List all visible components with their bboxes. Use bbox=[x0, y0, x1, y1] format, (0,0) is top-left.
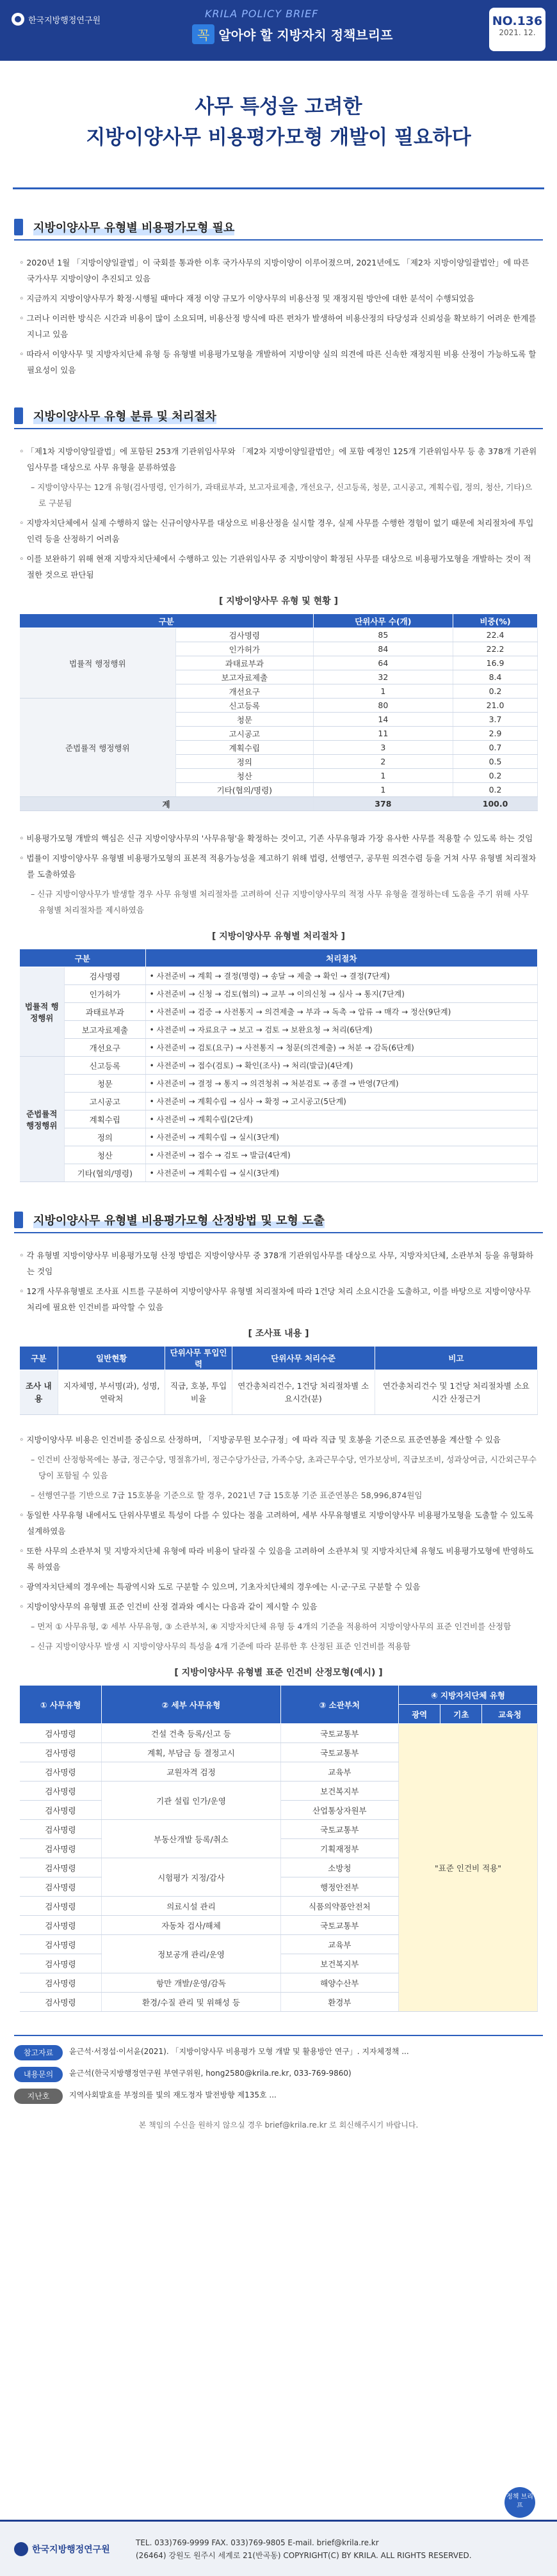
cell: 부동산개발 등록/취소 bbox=[102, 1820, 280, 1858]
cell: 보고자료제출 bbox=[176, 670, 314, 684]
cell: 기타(협의/명령) bbox=[176, 783, 314, 797]
cell: 정보공개 관리/운영 bbox=[102, 1935, 280, 1973]
cell: • 사전준비 → 결정 → 통지 → 의견청취 → 처분검토 → 종결 → 반영(7단계) bbox=[145, 1075, 537, 1093]
table-row bbox=[20, 1003, 538, 1021]
cell: 자동차 검사/해체 bbox=[102, 1916, 280, 1935]
sub-bullet: – 신규 지방이양사무 발생 시 지방이양사무의 특성을 4개 기준에 따라 분류한 후 산정된 표준 인건비를 적용함 bbox=[31, 1641, 411, 1651]
cell: 0.7 bbox=[453, 741, 538, 755]
cell: 보건복지부 bbox=[280, 1954, 398, 1973]
cell: • 사전준비 → 계획수립(2단계) bbox=[145, 1110, 537, 1128]
cell: 국토교통부 bbox=[280, 1916, 398, 1935]
bullet-text: 신규 지방이양사무 발생 시 지방이양사무의 특성을 4개 기준에 따라 분류한 후 산정된 표준 인건비를 적용함 bbox=[37, 1641, 411, 1651]
bullet: ◦ 지방이양사무 비용은 인건비를 중심으로 산정하며, 「지방공무원 보수규정」에 따라 직급 및 호봉을 기준으로 표준연봉을 계산할 수 있음 bbox=[19, 1435, 501, 1444]
cell: • 사전준비 → 계획수립 → 실시(3단계) bbox=[145, 1128, 537, 1146]
title-line-1: 사무 특성을 고려한 bbox=[195, 95, 362, 118]
cell: 환경/수질 관리 및 위해성 등 bbox=[102, 1993, 280, 2012]
cell: 정의 bbox=[176, 755, 314, 769]
cell: 계획, 부담금 등 결정고시 bbox=[102, 1743, 280, 1762]
col-header: ④ 지방자치단체 유형 bbox=[399, 1686, 538, 1705]
cell: 검사명령 bbox=[20, 1993, 102, 2012]
table-header bbox=[20, 949, 538, 967]
footer-address: (26464) 강원도 원주시 세계로 21(반곡동) COPYRIGHT(C) BY KRILA. ALL RIGHTS RESERVED. bbox=[136, 2550, 472, 2560]
total-row bbox=[20, 797, 538, 811]
cell: • 사전준비 → 검증 → 사전통지 → 의견제출 → 부과 → 독촉 → 압류 → 매각 → 정산(9단계) bbox=[145, 1003, 537, 1021]
cell: 청문 bbox=[176, 713, 314, 727]
bullet-text: 12개 사무유형별로 조사표 시트를 구분하여 지방이양사무 유형별 처리절차에 따라 1건당 처리 소요시간을 도출하고, 이를 바탕으로 지방이양사무 처리에 필요한 인건비를 파악할 수 있음 bbox=[26, 1286, 531, 1312]
cell: 청문 bbox=[65, 1075, 146, 1093]
cell: 해양수산부 bbox=[280, 1973, 398, 1993]
col-header: 구분 bbox=[20, 949, 146, 967]
cell: 식품의약품안전처 bbox=[280, 1897, 398, 1916]
cell: 0.5 bbox=[453, 755, 538, 769]
procedure-table bbox=[19, 949, 538, 1182]
table-row bbox=[20, 1039, 538, 1057]
bullet-text: 지방이양사무 비용은 인건비를 중심으로 산정하며, 「지방공무원 보수규정」에 따라 직급 및 호봉을 기준으로 표준연봉을 계산할 수 있음 bbox=[26, 1435, 501, 1444]
cell: 연간총처리건수, 1건당 처리절차별 소요시간(분) bbox=[232, 1370, 375, 1415]
table-row bbox=[20, 1724, 538, 1743]
col-header: 단위사무 처리수준 bbox=[232, 1347, 375, 1370]
reference-text[interactable]: 윤근석(한국지방행정연구원 부연구위원, hong2580@krila.re.kr, 033-769-9860) bbox=[69, 2069, 351, 2078]
cell: 80 bbox=[313, 699, 453, 713]
reference-item bbox=[14, 2089, 543, 2104]
reference-item bbox=[14, 2067, 543, 2082]
cell: 보건복지부 bbox=[280, 1782, 398, 1801]
col-header: 광역 bbox=[399, 1705, 440, 1724]
col-header: ① 사무유형 bbox=[20, 1686, 102, 1724]
cell: 교육부 bbox=[280, 1762, 398, 1782]
bullet: ◦ 이를 보완하기 위해 현재 지방자치단체에서 수행하고 있는 기관위임사무 중 지방이양이 확정된 사무를 대상으로 비용평가모형을 개발하는 것이 적절한 것으로 판단됨 bbox=[19, 554, 531, 580]
footer-info bbox=[136, 2536, 472, 2562]
circle-text: 정책 브리프 bbox=[506, 2493, 533, 2509]
col-header: 처리절차 bbox=[145, 949, 537, 967]
cell: 378 bbox=[313, 797, 453, 811]
page-title bbox=[13, 61, 544, 189]
reference-label: 지난호 bbox=[14, 2089, 63, 2104]
cell: 청산 bbox=[65, 1146, 146, 1164]
cell: • 사전준비 → 신청 → 검토(협의) → 교부 → 이의신청 → 심사 → 통지(7단계) bbox=[145, 985, 537, 1003]
footer bbox=[0, 2520, 557, 2576]
cell: 22.4 bbox=[453, 628, 538, 642]
cell: 기관 설립 인가/운영 bbox=[102, 1782, 280, 1820]
cell: 1 bbox=[313, 684, 453, 699]
sub-bullet: – 인건비 산정항목에는 봉급, 정근수당, 명절휴가비, 정근수당가산금, 가족수당, 초과근무수당, 연가보상비, 직급보조비, 성과상여금, 시간외근무수당이 포함될 수 있음 bbox=[31, 1455, 537, 1480]
col-header: ③ 소관부처 bbox=[280, 1686, 398, 1724]
cell: • 사전준비 → 접수 → 검토 → 발급(4단계) bbox=[145, 1146, 537, 1164]
bullet-text: 광역자치단체의 경우에는 특광역시와 도로 구분할 수 있으며, 기초자치단체의 경우에는 시·군·구로 구분할 수 있음 bbox=[26, 1582, 421, 1592]
header bbox=[0, 0, 557, 61]
cell: 개선요구 bbox=[65, 1039, 146, 1057]
cell: 검사명령 bbox=[20, 1973, 102, 1993]
bullet: ◦ 또한 사무의 소관부처 및 지방자치단체 유형에 따라 비용이 달라질 수 있음을 고려하여 소관부처 및 지방자치단체 유형도 비용평가모형에 반영하도록 하였음 bbox=[19, 1546, 534, 1572]
cell: 행정안전부 bbox=[280, 1877, 398, 1897]
cell: 100.0 bbox=[453, 797, 538, 811]
bullet: ◦ 각 유형별 지방이양사무 비용평가모형 산정 방법은 지방이양사무 중 378개 기관위임사무를 대상으로 사무, 지방자치단체, 소관부처 등을 유형화하는 것임 bbox=[19, 1251, 534, 1276]
cell: 지자체명, 부서명(과), 성명, 연락처 bbox=[58, 1370, 165, 1415]
bullet-text: 따라서 이양사무 및 지방자치단체 유형 등 유형별 비용평가모형을 개발하여 지방이양 실의 의견에 따른 신속한 재정지원 비용 산정이 가능하도록 할 필요성이 있음 bbox=[26, 349, 537, 375]
cell: 64 bbox=[313, 656, 453, 670]
cell: 검사명령 bbox=[20, 1839, 102, 1858]
bullet-text: 이를 보완하기 위해 현재 지방자치단체에서 수행하고 있는 기관위임사무 중 지방이양이 확정된 사무를 대상으로 비용평가모형을 개발하는 것이 적절한 것으로 판단됨 bbox=[26, 554, 531, 580]
cell: 21.0 bbox=[453, 699, 538, 713]
section-heading-1 bbox=[14, 215, 543, 241]
section-title: 지방이양사무 유형별 비용평가모형 산정방법 및 모형 도출 bbox=[33, 1212, 325, 1228]
bullet-text: 신규 지방이양사무가 발생할 경우 사무 유형별 처리절차를 고려하여 신규 지방이양사무의 적정 사무 유형을 결정하는데 도움을 주기 위해 사무 유형별 처리절차를 제시하였음 bbox=[37, 889, 529, 915]
cell: 기타(협의/명령) bbox=[65, 1164, 146, 1182]
cell: 시험평가 지정/감사 bbox=[102, 1858, 280, 1897]
cell: 32 bbox=[313, 670, 453, 684]
section-heading-3 bbox=[14, 1208, 543, 1233]
brief-title bbox=[192, 24, 392, 44]
cost-model-table bbox=[19, 1685, 538, 2012]
cell: 의료시설 관리 bbox=[102, 1897, 280, 1916]
section-2-body bbox=[19, 443, 538, 583]
cell: • 사전준비 → 계획 → 결정(명령) → 송달 → 제출 → 확인 → 결정(7단계) bbox=[145, 967, 537, 985]
table-row bbox=[20, 1075, 538, 1093]
cell: 청산 bbox=[176, 769, 314, 783]
col-header: 비고 bbox=[375, 1347, 537, 1370]
col-header: 구분 bbox=[20, 614, 314, 628]
brief-name: 지방자치 정책브리프 bbox=[277, 28, 393, 43]
issue-number: NO.136 bbox=[492, 14, 543, 28]
cell: 검사명령 bbox=[20, 1916, 102, 1935]
group-cell: 법률적 행정행위 bbox=[20, 967, 65, 1057]
table-header bbox=[20, 614, 538, 628]
section-title: 지방이양사무 유형별 비용평가모형 필요 bbox=[33, 219, 234, 235]
section-heading-2 bbox=[14, 404, 543, 429]
cell: 검사명령 bbox=[20, 1724, 102, 1743]
col-header: 구분 bbox=[20, 1347, 58, 1370]
cell: • 사전준비 → 계획수립 → 심사 → 확정 → 고시공고(5단계) bbox=[145, 1093, 537, 1110]
unsubscribe-note: 본 책임의 수신을 원하지 않으실 경우 brief@krila.re.kr 로 회신해주시기 바랍니다. bbox=[138, 2121, 419, 2130]
cell: 계획수립 bbox=[176, 741, 314, 755]
table-row bbox=[20, 967, 538, 985]
table-row bbox=[20, 1128, 538, 1146]
bullet: ◦ 동일한 사무유형 내에서도 단위사무별로 특성이 다를 수 있다는 점을 고려하여, 세부 사무유형별로 지방이양사무 비용평가모형을 도출할 수 있도록 설계하였음 bbox=[19, 1510, 534, 1536]
cell: 교육부 bbox=[280, 1935, 398, 1954]
cell: 84 bbox=[313, 642, 453, 656]
org-name: 한국지방행정연구원 bbox=[28, 15, 101, 26]
section-3-body bbox=[19, 1247, 538, 1315]
cell: 조사 내용 bbox=[20, 1370, 58, 1415]
note-cell: "표준 인건비 적용" bbox=[399, 1724, 538, 2012]
table-caption: [ 조사표 내용 ] bbox=[248, 1329, 309, 1339]
cell: 85 bbox=[313, 628, 453, 642]
table-caption: [ 지방이양사무 유형 및 현황 ] bbox=[219, 596, 338, 606]
cell: 계획수립 bbox=[65, 1110, 146, 1128]
type-status-table bbox=[19, 613, 538, 811]
bullet: ◦ 지방이양사무의 유형별 표준 인건비 산정 결과와 예시는 다음과 같이 제시할 수 있음 bbox=[19, 1602, 318, 1611]
table-row bbox=[20, 1146, 538, 1164]
logo-icon bbox=[14, 2542, 28, 2556]
cell: 인가허가 bbox=[176, 642, 314, 656]
cell: 건설 건축 등록/신고 등 bbox=[102, 1724, 280, 1743]
sub-bullet: – 신규 지방이양사무가 발생할 경우 사무 유형별 처리절차를 고려하여 신규 지방이양사무의 적정 사무 유형을 결정하는데 도움을 주기 위해 사무 유형별 처리절차를 제시하였음 bbox=[31, 889, 529, 915]
cell: 검사명령 bbox=[176, 628, 314, 642]
table-row bbox=[20, 628, 538, 642]
cell: 연간총처리건수 및 1건당 처리절차별 소요시간 산정근거 bbox=[375, 1370, 537, 1415]
cell: 교원자격 검정 bbox=[102, 1762, 280, 1782]
survey-table bbox=[19, 1346, 538, 1415]
table-row bbox=[20, 1021, 538, 1039]
sub-bullet: – 선행연구를 기반으로 7급 15호봉을 기준으로 할 경우, 2021년 7급 15호봉 기준 표준연봉은 58,996,874원임 bbox=[31, 1490, 423, 1500]
logo-icon bbox=[12, 13, 24, 26]
section-marker bbox=[14, 407, 23, 424]
cell: 8.4 bbox=[453, 670, 538, 684]
bullet-text: 동일한 사무유형 내에서도 단위사무별로 특성이 다를 수 있다는 점을 고려하여, 세부 사무유형별로 지방이양사무 비용평가모형을 도출할 수 있도록 설계하였음 bbox=[26, 1510, 534, 1536]
bullet: ◦ 12개 사무유형별로 조사표 시트를 구분하여 지방이양사무 유형별 처리절차에 따라 1건당 처리 소요시간을 도출하고, 이를 바탕으로 지방이양사무 처리에 필요한 인건비를 파악할 수 있음 bbox=[19, 1286, 531, 1312]
section-marker bbox=[14, 1212, 23, 1228]
reference-label: 참고자료 bbox=[14, 2045, 63, 2060]
cell: 1 bbox=[313, 769, 453, 783]
cell: 정의 bbox=[65, 1128, 146, 1146]
table-row bbox=[20, 699, 538, 713]
cell: 3 bbox=[313, 741, 453, 755]
col-header: ② 세부 사무유형 bbox=[102, 1686, 280, 1724]
table-caption: [ 지방이양사무 유형별 처리절차 ] bbox=[211, 931, 346, 942]
table-row bbox=[20, 1370, 538, 1415]
bullet: ◦ 법률이 지방이양사무 유형별 비용평가모형의 표본적 적용가능성을 제고하기 위해 법령, 선행연구, 공무원 의견수렴 등을 거쳐 사무 유형별 처리절차를 도출하였음 bbox=[19, 853, 537, 879]
cell: 산업통상자원부 bbox=[280, 1801, 398, 1820]
cell: 검사명령 bbox=[20, 1820, 102, 1839]
title-line-2: 지방이양사무 비용평가모형 개발이 필요하다 bbox=[86, 126, 471, 149]
cell: 11 bbox=[313, 727, 453, 741]
col-header: 비중(%) bbox=[453, 614, 538, 628]
issue-date: 2021. 12. bbox=[499, 28, 536, 37]
footer-org: 한국지방행정연구원 bbox=[32, 2544, 110, 2555]
brief-badge: 꼭 bbox=[192, 24, 214, 44]
bullet: ◦ 지방자치단체에서 실제 수행하지 않는 신규이양사무를 대상으로 비용산정을 실시할 경우, 실제 사무를 수행한 경험이 없기 때문에 처리절차에 투입인력 등을 산정하기 어려움 bbox=[19, 518, 534, 544]
section-3b-body bbox=[19, 1432, 538, 1654]
policy-brief-label: KRILA POLICY BRIEF bbox=[205, 8, 319, 20]
cell: 개선요구 bbox=[176, 684, 314, 699]
cell: 1 bbox=[313, 783, 453, 797]
cell: 직급, 호봉, 투입비율 bbox=[165, 1370, 232, 1415]
reference-item bbox=[14, 2045, 543, 2060]
cell: 0.2 bbox=[453, 684, 538, 699]
cell: • 사전준비 → 접수(검토) → 확인(조사) → 처리(발급)(4단계) bbox=[145, 1057, 537, 1075]
cell: 과태료부과 bbox=[65, 1003, 146, 1021]
cell: 고시공고 bbox=[65, 1093, 146, 1110]
cell: • 사전준비 → 계획수립 → 실시(3단계) bbox=[145, 1164, 537, 1182]
cell: 소방청 bbox=[280, 1858, 398, 1877]
col-header: 단위사무 투입인력 bbox=[165, 1347, 232, 1370]
table-row bbox=[20, 1110, 538, 1128]
bullet-text: 인건비 산정항목에는 봉급, 정근수당, 명절휴가비, 정근수당가산금, 가족수당, 초과근무수당, 연가보상비, 직급보조비, 성과상여금, 시간외근무수당이 포함될 수 있음 bbox=[37, 1455, 537, 1480]
bullet: ◦ 비용평가모형 개발의 핵심은 신규 지방이양사무의 '사무유형'을 확정하는 것이고, 기존 사무유형과 가장 유사한 사무를 적용할 수 있도록 하는 것임 bbox=[19, 834, 533, 843]
cell: 검사명령 bbox=[20, 1858, 102, 1877]
cell: 검사명령 bbox=[20, 1954, 102, 1973]
bullet: ◦ 2020년 1월 「지방이양일괄법」이 국회를 통과한 이후 국가사무의 지방이양이 이루어졌으며, 2021년에도 「제2차 지방이양일괄법안」에 따른 국가사무 지방이양이 추진되고 있음 bbox=[19, 258, 529, 283]
cell: 과태료부과 bbox=[176, 656, 314, 670]
table-row bbox=[20, 985, 538, 1003]
section-title: 지방이양사무 유형 분류 및 처리절차 bbox=[33, 407, 216, 424]
cell: 0.2 bbox=[453, 783, 538, 797]
table-row bbox=[20, 1093, 538, 1110]
bullet: ◦ 그러나 이러한 방식은 시간과 비용이 많이 소요되며, 비용산정 방식에 따른 편차가 발생하여 비용산정의 타당성과 신뢰성을 확보하기 어려운 한계를 지니고 있음 bbox=[19, 313, 537, 339]
section-1-body bbox=[19, 255, 538, 378]
cell: 검사명령 bbox=[20, 1743, 102, 1762]
reference-text[interactable]: 지역사회발효를 부정의를 빛의 재도정자 발전방향 제135호 ... bbox=[69, 2090, 277, 2099]
reference-block bbox=[14, 2035, 543, 2104]
cell: 검사명령 bbox=[20, 1897, 102, 1916]
col-header: 단위사무 수(개) bbox=[313, 614, 453, 628]
section-marker bbox=[14, 219, 23, 235]
table-caption: [ 지방이양사무 유형별 표준 인건비 산정모형(예시) ] bbox=[174, 1668, 383, 1678]
bullet-text: 또한 사무의 소관부처 및 지방자치단체 유형에 따라 비용이 달라질 수 있음을 고려하여 소관부처 및 지방자치단체 유형도 비용평가모형에 반영하도록 하였음 bbox=[26, 1546, 534, 1572]
cell: 2 bbox=[313, 755, 453, 769]
cell: 인가허가 bbox=[65, 985, 146, 1003]
cell: 검사명령 bbox=[20, 1782, 102, 1801]
cell: • 사전준비 → 자료요구 → 보고 → 검토 → 보완요청 → 처리(6단계) bbox=[145, 1021, 537, 1039]
bullet-text: 지금까지 지방이양사무가 확정·시행될 때마다 재정 이양 규모가 이양사무의 비용산정 및 재정지원 방안에 대한 분석이 수행되었음 bbox=[26, 294, 474, 303]
table-row bbox=[20, 1057, 538, 1075]
bullet-text: 각 유형별 지방이양사무 비용평가모형 산정 방법은 지방이양사무 중 378개 기관위임사무를 대상으로 사무, 지방자치단체, 소관부처 등을 유형화하는 것임 bbox=[26, 1251, 534, 1276]
cell: 기획재정부 bbox=[280, 1839, 398, 1858]
cell: 검사명령 bbox=[20, 1877, 102, 1897]
bullet: ◦ 광역자치단체의 경우에는 특광역시와 도로 구분할 수 있으며, 기초자치단체의 경우에는 시·군·구로 구분할 수 있음 bbox=[19, 1582, 421, 1592]
cell: 검사명령 bbox=[20, 1801, 102, 1820]
cell: 0.2 bbox=[453, 769, 538, 783]
cell: 검사명령 bbox=[65, 967, 146, 985]
brief-badge-circle[interactable] bbox=[505, 2487, 535, 2518]
bullet-text: 2020년 1월 「지방이양일괄법」이 국회를 통과한 이후 국가사무의 지방이양이 이루어졌으며, 2021년에도 「제2차 지방이양일괄법안」에 따른 국가사무 지방이양이 추진되고 있음 bbox=[26, 258, 529, 283]
sub-bullet: – 지방이양사무는 12개 유형(검사명령, 인가허가, 과태료부과, 보고자료제출, 개선요구, 신고등록, 청문, 고시공고, 계획수립, 정의, 청산, 기타)으로 구분됨 bbox=[31, 482, 533, 508]
cell: 국토교통부 bbox=[280, 1820, 398, 1839]
bullet-text: 지방이양사무의 유형별 표준 인건비 산정 결과와 예시는 다음과 같이 제시할 수 있음 bbox=[26, 1602, 318, 1611]
table-header bbox=[20, 1686, 538, 1705]
cell: 22.2 bbox=[453, 642, 538, 656]
bullet: ◦ 따라서 이양사무 및 지방자치단체 유형 등 유형별 비용평가모형을 개발하여 지방이양 실의 의견에 따른 신속한 재정지원 비용 산정이 가능하도록 할 필요성이 있음 bbox=[19, 349, 537, 375]
issue-box bbox=[489, 8, 545, 51]
col-header: 일반현황 bbox=[58, 1347, 165, 1370]
bullet-text: 지방이양사무는 12개 유형(검사명령, 인가허가, 과태료부과, 보고자료제출, 개선요구, 신고등록, 청문, 고시공고, 계획수립, 정의, 청산, 기타)으로 구분됨 bbox=[37, 482, 533, 508]
reference-text: 윤근석·서정섭·이서윤(2021). 「지방이양사무 비용평가 모형 개발 및 활용방안 연구」. 지자체정책 ... bbox=[69, 2047, 409, 2056]
group-cell: 준법률적 행정행위 bbox=[20, 1057, 65, 1182]
cell: 14 bbox=[313, 713, 453, 727]
cell: 신고등록 bbox=[65, 1057, 146, 1075]
bullet-text: 지방자치단체에서 실제 수행하지 않는 신규이양사무를 대상으로 비용산정을 실시할 경우, 실제 사무를 수행한 경험이 없기 때문에 처리절차에 투입인력 등을 산정하기 어려움 bbox=[26, 518, 534, 544]
cell: 보고자료제출 bbox=[65, 1021, 146, 1039]
bullet-text: 법률이 지방이양사무 유형별 비용평가모형의 표본적 적용가능성을 제고하기 위해 법령, 선행연구, 공무원 의견수렴 등을 거쳐 사무 유형별 처리절차를 도출하였음 bbox=[26, 853, 537, 879]
cell: 3.7 bbox=[453, 713, 538, 727]
cell: 검사명령 bbox=[20, 1935, 102, 1954]
footer-logo[interactable] bbox=[14, 2542, 136, 2556]
col-header: 기초 bbox=[440, 1705, 482, 1724]
bullet-text: 선행연구를 기반으로 7급 15호봉을 기준으로 할 경우, 2021년 7급 15호봉 기준 표준연봉은 58,996,874원임 bbox=[37, 1490, 423, 1500]
group-cell: 준법률적 행정행위 bbox=[20, 699, 176, 797]
bullet-text: 「제1차 지방이양일괄법」에 포함된 253개 기관위임사무와 「제2차 지방이양일괄법안」에 포함 예정인 125개 기관위임사무 등 총 378개 기관위임사무를 대상으로 사무 유형을 분류하였음 bbox=[26, 446, 537, 472]
bullet-text: 그러나 이러한 방식은 시간과 비용이 많이 소요되며, 비용산정 방식에 따른 편차가 발생하여 비용산정의 타당성과 신뢰성을 확보하기 어려운 한계를 지니고 있음 bbox=[26, 313, 537, 339]
cell: 국토교통부 bbox=[280, 1743, 398, 1762]
cell: 항만 개발/운영/감독 bbox=[102, 1973, 280, 1993]
table-row bbox=[20, 1164, 538, 1182]
group-cell: 법률적 행정행위 bbox=[20, 628, 176, 699]
cell: 2.9 bbox=[453, 727, 538, 741]
cell: 신고등록 bbox=[176, 699, 314, 713]
org-logo[interactable] bbox=[12, 13, 101, 26]
section-2b-body bbox=[19, 830, 538, 918]
cell: • 사전준비 → 검토(요구) → 사전통지 → 청문(의견제출) → 처분 → 감독(6단계) bbox=[145, 1039, 537, 1057]
cell: 계 bbox=[20, 797, 314, 811]
bullet-text: 비용평가모형 개발의 핵심은 신규 지방이양사무의 '사무유형'을 확정하는 것이고, 기존 사무유형과 가장 유사한 사무를 적용할 수 있도록 하는 것임 bbox=[26, 834, 533, 843]
sub-bullet: – 먼저 ① 사무유형, ② 세부 사무유형, ③ 소관부처, ④ 지방자치단체 유형 등 4개의 기준을 적용하여 지방이양사무의 표준 인건비를 산정함 bbox=[31, 1622, 512, 1631]
cell: 고시공고 bbox=[176, 727, 314, 741]
reference-label: 내용문의 bbox=[14, 2067, 63, 2082]
col-header: 교육청 bbox=[482, 1705, 538, 1724]
cell: 검사명령 bbox=[20, 1762, 102, 1782]
cell: 환경부 bbox=[280, 1993, 398, 2012]
table-header bbox=[20, 1347, 538, 1370]
cell: 국토교통부 bbox=[280, 1724, 398, 1743]
cell: 16.9 bbox=[453, 656, 538, 670]
bullet: ◦ 지금까지 지방이양사무가 확정·시행될 때마다 재정 이양 규모가 이양사무의 비용산정 및 재정지원 방안에 대한 분석이 수행되었음 bbox=[19, 294, 474, 303]
brief-sub: 알아야 할 bbox=[218, 28, 273, 43]
bullet-text: 먼저 ① 사무유형, ② 세부 사무유형, ③ 소관부처, ④ 지방자치단체 유형 등 4개의 기준을 적용하여 지방이양사무의 표준 인건비를 산정함 bbox=[37, 1622, 512, 1631]
bullet: ◦ 「제1차 지방이양일괄법」에 포함된 253개 기관위임사무와 「제2차 지방이양일괄법안」에 포함 예정인 125개 기관위임사무 등 총 378개 기관위임사무를 대상으로 사무 유형을 분류하였음 bbox=[19, 446, 537, 472]
footer-contact: TEL. 033)769-9999 FAX. 033)769-9805 E-mail. brief@krila.re.kr bbox=[136, 2538, 379, 2547]
